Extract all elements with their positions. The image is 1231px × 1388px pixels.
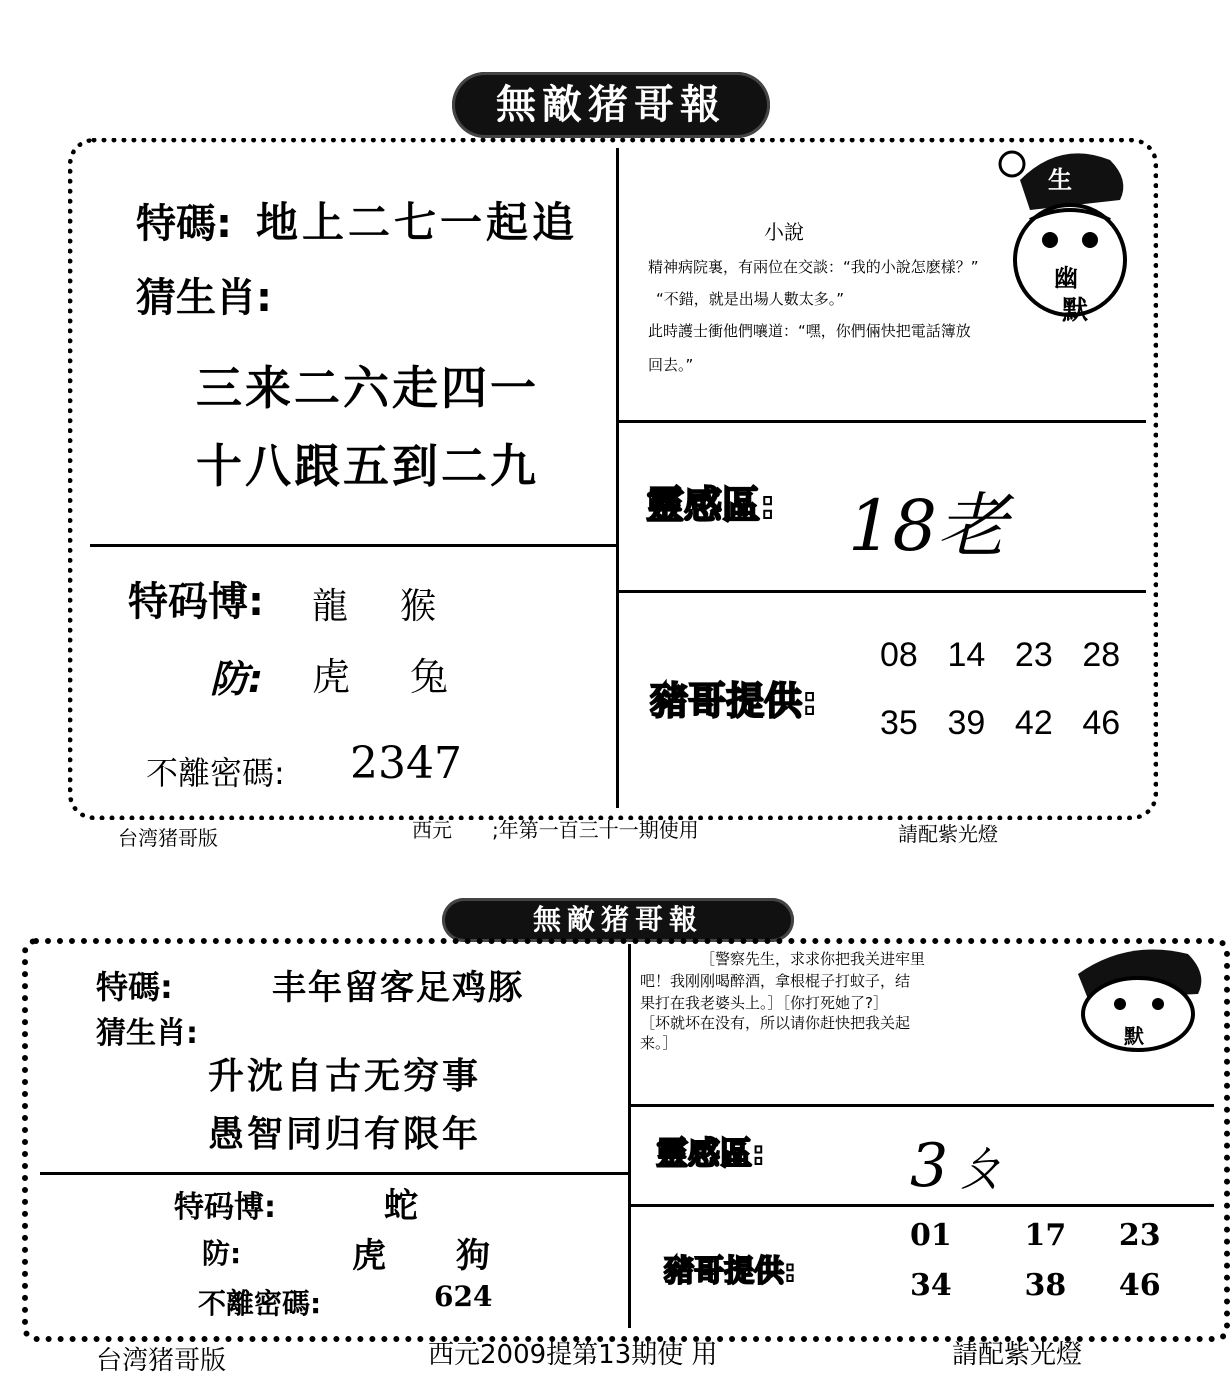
panel2-mascot-char-1: 默 [1124, 1024, 1144, 1048]
panel1-number-row-2 [880, 704, 1140, 743]
panel1-provide-label: 豬哥提供: [650, 679, 818, 723]
panel1-number-row-1 [880, 636, 1140, 675]
panel1-guard-animal-2: 兔 [410, 655, 449, 699]
panel1-footer-mid: 西元 ;年第一百三十一期使用 [412, 818, 699, 842]
panel2-poem-line-1: 升沈自古无穷事 [208, 1055, 482, 1097]
panel2-guard-label: 防: [202, 1237, 242, 1270]
panel2-mascot-icon [1058, 944, 1208, 1054]
panel1-center-divider [616, 148, 619, 808]
panel2-tema-label: 特碼: [96, 968, 173, 1006]
panel2-inspiration-label: 靈感區: [656, 1134, 765, 1172]
panel2-poem-line-2: 愚智同归有限年 [208, 1113, 482, 1155]
panel1-inspiration-value: 18老 [848, 485, 1008, 567]
panel2-number: 23 [1118, 1218, 1161, 1253]
panel1-story-title: 小說 [764, 220, 804, 244]
panel1-number: 46 [1082, 704, 1121, 742]
panel2-left-divider [40, 1172, 630, 1175]
panel2-provide-label: 豬哥提供: [664, 1254, 796, 1289]
panel2-right-divider-1 [630, 1104, 1214, 1107]
panel2-guess-label: 猜生肖: [96, 1016, 198, 1051]
panel2-inspiration-value: 3ㄆ [910, 1131, 1009, 1201]
panel1-secret-value: 2347 [350, 738, 462, 789]
panel1-bet-label: 特码博: [128, 579, 264, 625]
panel1-tema-value: 地上二七一起追 [256, 198, 579, 247]
panel1-bet-animal-2: 猴 [400, 586, 437, 627]
panel1-secret-label: 不離密碼: [146, 754, 285, 792]
panel2-number: 17 [1024, 1218, 1067, 1253]
panel1-footer-left: 台湾猪哥版 [118, 826, 218, 850]
panel2-footer-left: 台湾猪哥版 [96, 1346, 227, 1376]
panel1-poem-line-2: 十八跟五到二九 [196, 439, 539, 493]
panel2-tema-value: 丰年留客足鸡豚 [272, 968, 524, 1008]
panel1-header-banner: 無敵猪哥報 [452, 72, 770, 138]
panel1-inspiration-label: 靈感區: [646, 483, 776, 527]
panel2-number: 01 [910, 1218, 952, 1253]
panel1-tema-label: 特碼: [136, 201, 232, 247]
panel1-guess-label: 猜生肖: [136, 275, 272, 321]
panel1-number: 14 [947, 636, 986, 674]
panel2-footer-mid: 西元2009提第13期使 用 [428, 1340, 718, 1370]
panel1-guard-label: 防: [210, 657, 264, 701]
panel1-guard-animal-1: 虎 [312, 655, 351, 699]
panel2-guard-animal-1: 虎 [352, 1236, 386, 1276]
panel2-number: 38 [1024, 1268, 1067, 1303]
panel2-header-banner: 無敵猪哥報 [442, 898, 794, 942]
panel2-story-line-1: ［警察先生，求求你把我关进牢里 [700, 950, 926, 968]
panel2-story-line-5: 来。］ [640, 1034, 678, 1052]
panel2-secret-value: 624 [434, 1280, 493, 1313]
panel1-mascot-char-1: 生 [1048, 166, 1072, 194]
panel2-center-divider [628, 944, 631, 1328]
panel1-mascot-char-2: 幽 [1054, 264, 1078, 292]
panel1-number: 35 [880, 704, 918, 742]
panel1-bet-animal-1: 龍 [312, 586, 349, 627]
panel2-number-row-1 [910, 1218, 1179, 1253]
panel2-secret-label: 不離密碼: [198, 1287, 322, 1320]
panel2-number: 34 [910, 1268, 952, 1303]
panel2-right-divider-2 [630, 1204, 1214, 1207]
panel2-story-line-4: ［坏就坏在没有，所以请你赶快把我关起 [640, 1014, 911, 1032]
panel1-right-divider-1 [618, 420, 1146, 423]
panel1-poem-line-1: 三来二六走四一 [196, 361, 539, 415]
panel2-story-line-3: 果打在我老婆头上。］［你打死她了?］ [640, 994, 888, 1012]
panel1-number: 23 [1014, 636, 1053, 674]
panel1-story-line-1: 精神病院裏，有兩位在交談：“我的小說怎麽樣？” [648, 258, 979, 276]
panel1-story-line-2: “不錯，就是出場人數太多。” [656, 290, 845, 308]
panel2-bet-animal-1: 蛇 [384, 1186, 418, 1226]
panel1-story-line-4: 回去。” [648, 356, 694, 374]
panel2-guard-animal-2: 狗 [456, 1236, 490, 1276]
panel1-number: 42 [1014, 704, 1053, 742]
panel1-number: 39 [947, 704, 986, 742]
panel2-bet-label: 特码博: [174, 1190, 276, 1225]
panel2-number-row-2 [910, 1268, 1179, 1303]
panel2-footer-right: 請配紫光燈 [952, 1340, 1083, 1370]
panel2-number: 46 [1118, 1268, 1161, 1303]
panel2-story-line-2: 吧！我刚刚喝醉酒，拿根棍子打蚊子，结 [640, 972, 911, 990]
panel1-number: 28 [1082, 636, 1121, 674]
panel1-story-line-3: 此時護士衝他們嚷道：“嘿，你們倆快把電話簿放 [648, 322, 971, 340]
panel1-left-divider [90, 544, 618, 547]
panel1-number: 08 [880, 636, 918, 674]
panel1-right-divider-2 [618, 590, 1146, 593]
panel1-mascot-char-3: 默 [1062, 296, 1089, 326]
panel1-mascot-icon [990, 140, 1140, 330]
panel1-footer-right: 請配紫光燈 [898, 822, 998, 846]
